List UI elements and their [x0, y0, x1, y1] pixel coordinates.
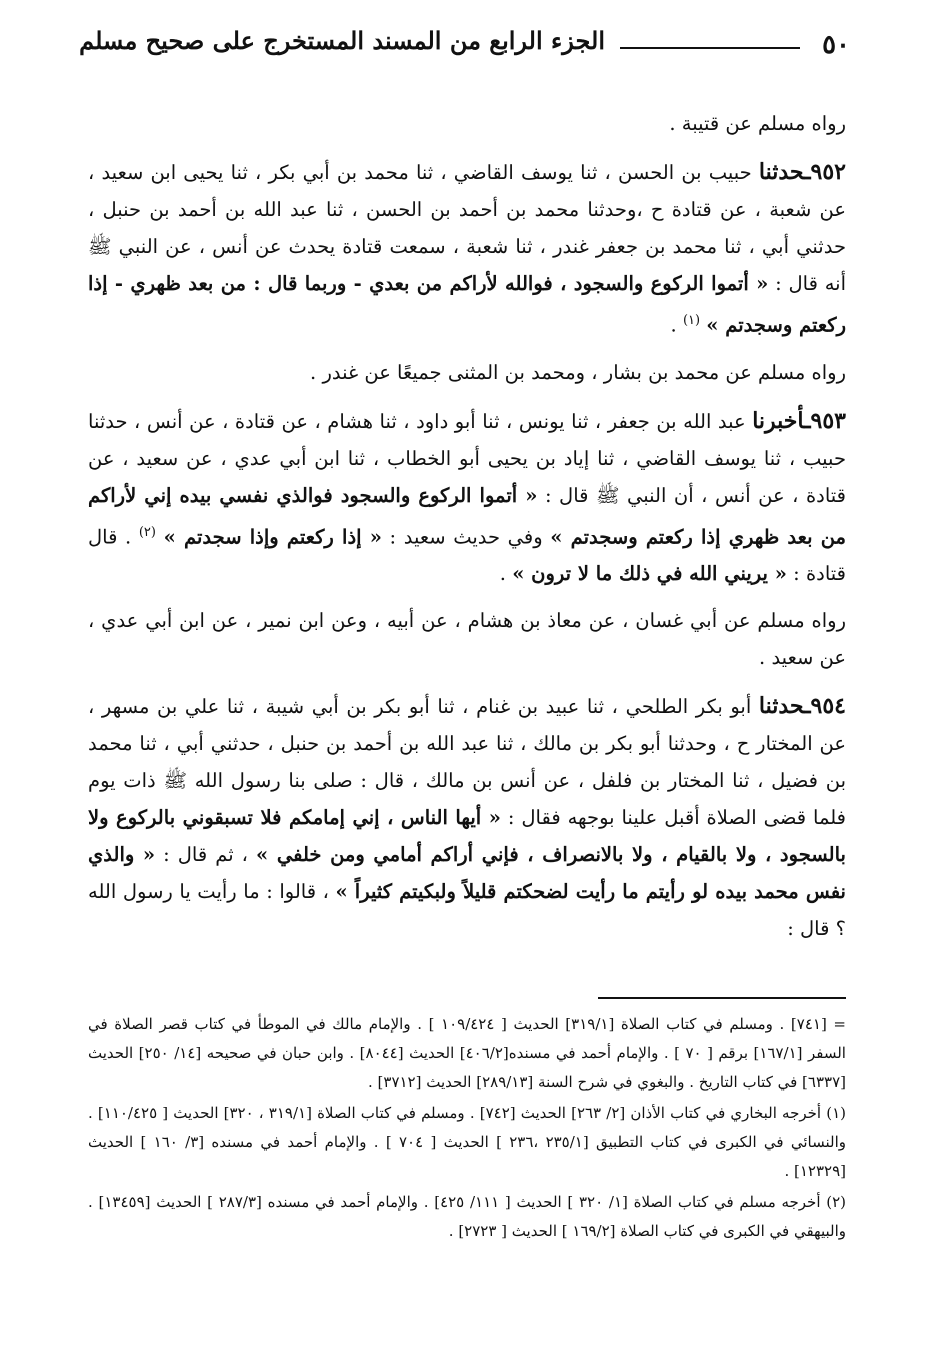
hadith-952: ٩٥٢ـحدثنا حبيب بن الحسن ، ثنا يوسف القاضي ، ثنا محمد بن أبي بكر ، ثنا يحيى ابن سعيد ، عن شعبة ، عن قتادة ح ،وحدثنا محمد بن أحمد بن الحسن ، ثنا عبد الله بن أحمد بن حنبل ، حدثني أبي ، ثنا محمد بن جعفر غندر ، ثنا شعبة ، سمعت قتادة يحدث عن أنس ، عن النبي ﷺ أنه قال : « أتموا الركوع والسجود ، فوالله لأراكم من بعدي - وربما قال : من بعد ظهري - إذا ركعتم وسجدتم » $^{(١)}$ .	[88, 159, 846, 337]
footnote-ref: (١)	[682, 313, 701, 328]
footnote-item: = [٧٤١] . ومسلم في كتاب الصلاة [٣١٩/١] الحديث [ ١٠٩/٤٢٤ ] . والإمام مالك في الموطأ في كتاب قصر الصلاة في السفر [١٦٧/١] برقم [ ٧٠ ] . والإمام أحمد في مسنده[٤٠٦/٢] الحديث [٨٠٤٤] . وابن حبان في صحيحه [١٤/ ٢٥٠] الحديث [٦٣٣٧] في كتاب التاريخ . والبغوي في شرح السنة [٢٨٩/١٣] الحديث [٣٧١٢] .	[88, 1015, 846, 1091]
footnote-item: (١) أخرجه البخاري في كتاب الأذان [٢/ ٢٦٣] الحديث [٧٤٢] . ومسلم في كتاب الصلاة [٣١٩/١ ، ٣٢٠] الحديث [ ١١٠/٤٢٥] . والنسائي في الكبرى في كتاب التطبيق [٢٣٥/١ ،٢٣٦ ] الحديث [ ٧٠٤ ] . والإمام أحمد في مسنده [٣/ ١٦٠ ] الحديث [١٢٣٢٩] .	[88, 1104, 847, 1180]
narration-note: رواه مسلم عن قتيبة .	[669, 112, 846, 135]
matn-text: « أتموا الركوع والسجود فوالذي نفسي بيده إني لأراكم من بعد ظهري إذا ركعتم وسجدتم »	[88, 483, 846, 548]
matn-text: « يريني الله في ذلك ما لا ترون »	[512, 562, 787, 585]
matn-text: « أيها الناس ، إني إمامكم فلا تسبقوني بالركوع ولا بالسجود ، ولا بالقيام ، ولا بالانصراف ، فإني أراكم أمامي ومن خلفي »	[88, 806, 846, 866]
footnote-item: (٢) أخرجه مسلم في كتاب الصلاة [١/ ٣٢٠ ] الحديث [ ١١١/ ٤٢٥] . والإمام أحمد في مسنده [٢٨٧/٣ ] الحديث [١٣٤٥٩] . والبيهقي في الكبرى في كتاب الصلاة [١٦٩/٢ ] الحديث [ ٢٧٢٣] .	[88, 1193, 846, 1240]
footnotes	[88, 1010, 846, 1248]
footnote-ref: (٢)	[138, 524, 156, 540]
hadith-number: ٩٥٢	[810, 159, 846, 185]
hadith-954: ٩٥٤ـحدثنا أبو بكر الطلحي ، ثنا عبيد بن غنام ، ثنا أبو بكر بن أبي شيبة ، ثنا علي بن مسهر ، عن المختار ح ، وحدثنا أبو بكر بن مالك ، ثنا عبد الله بن أحمد بن حنبل ، حدثني أبي ، ثنا محمد بن فضيل ، ثنا المختار بن فلفل ، عن أنس بن مالك ، قال : صلى بنا رسول الله ﷺ ذات يوم فلما قضى الصلاة أقبل علينا بوجهه فقال : « أيها الناس ، إني إمامكم فلا تسبقوني بالركوع ولا بالسجود ، ولا بالقيام ، ولا بالانصراف ، فإني أراكم أمامي ومن خلفي » ، ثم قال : « والذي نفس محمد بيده لو رأيتم ما رأيت لضحكتم قليلاً ولبكيتم كثيراً » ، قالوا : ما رأيت يا رسول الله ؟ قال :	[88, 693, 847, 940]
matn-text: « أتموا الركوع والسجود ، فوالله لأراكم من بعدي - وربما قال : من بعد ظهري - إذا ركعتم وسجدتم »	[88, 272, 846, 337]
isnad-text: عبد الله بن جعفر ، ثنا يونس ، ثنا أبو داود ، ثنا هشام ، عن قتادة ، عن أنس ، حدثنا حبيب ، ثنا يوسف القاضي ، ثنا إياد بن يحيى أبو الخطاب ، ثنا ابن أبي عدي ، عن سعيد ، عن قتادة ، عن أنس ، أن النبي ﷺ قال :	[88, 409, 846, 507]
narration-note: رواه مسلم عن أبي غسان ، عن معاذ بن هشام ، عن أبيه ، وعن ابن نمير ، عن ابن أبي عدي ، عن سعيد .	[88, 609, 846, 669]
hadith-953: ٩٥٣ـأخبرنا عبد الله بن جعفر ، ثنا يونس ، ثنا أبو داود ، ثنا هشام ، عن قتادة ، عن أنس ، حدثنا حبيب ، ثنا يوسف القاضي ، ثنا إياد بن يحيى أبو الخطاب ، ثنا ابن أبي عدي ، عن سعيد ، عن قتادة ، عن أنس ، أن النبي ﷺ قال : « أتموا الركوع والسجود فوالذي نفسي بيده إني لأراكم من بعد ظهري إذا ركعتم وسجدتم » وفي حديث سعيد : « إذا ركعتم وإذا سجدتم » $^{(٢)}$ . قال قتادة : « يريني الله في ذلك ما لا ترون » .	[88, 407, 846, 585]
matn-text: « إذا ركعتم وإذا سجدتم »	[163, 525, 382, 548]
isnad-text: أبو بكر الطلحي ، ثنا عبيد بن غنام ، ثنا أبو بكر بن أبي شيبة ، ثنا علي بن مسهر ، عن المختار ح ، وحدثنا أبو بكر بن مالك ، ثنا عبد الله بن أحمد بن حنبل ، حدثني أبي ، ثنا محمد بن فضيل ، ثنا المختار بن فلفل ، عن أنس بن مالك ، قال : صلى بنا رسول الله ﷺ ذات يوم فلما قضى الصلاة أقبل علينا بوجهه فقال :	[88, 695, 847, 829]
running-title: الجزء الرابع من المسند المستخرج على صحيح مسلم	[79, 26, 605, 55]
hadith-lead-word: ـحدثنا	[758, 159, 811, 185]
matn-text: « والذي نفس محمد بيده لو رأيتم ما رأيت لضحكتم قليلاً ولبكيتم كثيراً »	[88, 843, 846, 903]
hadith-lead-word: ـحدثنا	[758, 693, 811, 719]
hadith-lead-word: ـأخبرنا	[752, 407, 811, 434]
footnote-rule	[598, 997, 846, 999]
narration-note: رواه مسلم عن محمد بن بشار ، ومحمد بن المثنى جميعًا عن غندر .	[310, 360, 846, 384]
isnad-text: حبيب بن الحسن ، ثنا يوسف القاضي ، ثنا محمد بن أبي بكر ، ثنا يحيى ابن سعيد ، عن شعبة ، عن قتادة ح ،وحدثنا محمد بن أحمد بن الحسن ، ثنا عبد الله بن أحمد بن حنبل ، حدثني أبي ، ثنا محمد بن جعفر غندر ، ثنا شعبة ، سمعت قتادة يحدث عن أنس ، عن النبي ﷺ أنه قال :	[88, 161, 846, 295]
hadith-number: ٩٥٣	[810, 407, 846, 434]
page-header	[80, 20, 850, 80]
hadith-number: ٩٥٤	[810, 693, 846, 719]
header-rule	[620, 47, 800, 49]
main-text	[88, 105, 846, 957]
page-number: ٥٠	[822, 30, 850, 60]
